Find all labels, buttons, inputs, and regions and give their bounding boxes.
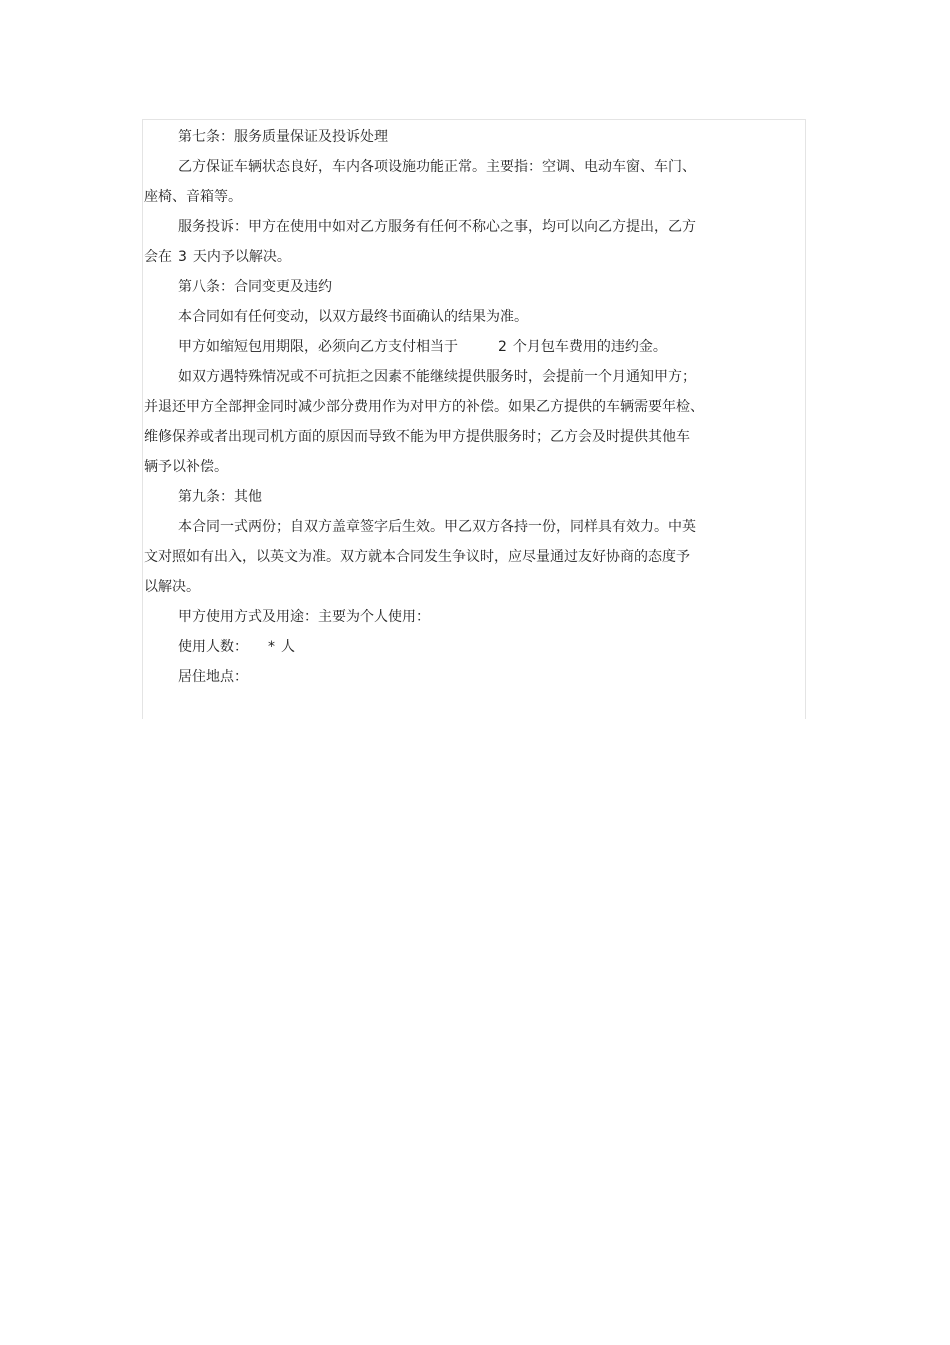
article-7-title: 第七条：服务质量保证及投诉处理 xyxy=(178,129,388,145)
article-8-paragraph-3-line-3: 维修保养或者出现司机方面的原因而导致不能为甲方提供服务时；乙方会及时提供其他车 xyxy=(144,429,690,445)
complaint-prefix: 会在 xyxy=(144,249,172,265)
article-7-paragraph-2-line-2 xyxy=(144,242,744,272)
penalty-months-value: 2 xyxy=(498,339,507,355)
user-count-label: 使用人数： xyxy=(178,639,248,655)
article-8-paragraph-1: 本合同如有任何变动，以双方最终书面确认的结果为准。 xyxy=(178,309,528,325)
user-count-value: * xyxy=(268,639,275,655)
residence-label: 居住地点： xyxy=(178,669,248,685)
user-count-unit: 人 xyxy=(281,639,295,655)
article-9-title: 第九条：其他 xyxy=(178,489,262,505)
contract-body xyxy=(144,122,744,692)
complaint-days-value: 3 xyxy=(178,249,187,265)
usage-purpose: 甲方使用方式及用途：主要为个人使用： xyxy=(178,609,430,625)
article-8-title: 第八条：合同变更及违约 xyxy=(178,279,332,295)
penalty-prefix: 甲方如缩短包用期限，必须向乙方支付相当于 xyxy=(178,339,458,355)
article-8-paragraph-3-line-1: 如双方遇特殊情况或不可抗拒之因素不能继续提供服务时，会提前一个月通知甲方； xyxy=(178,369,696,385)
article-8-paragraph-2 xyxy=(144,332,744,362)
article-8-paragraph-3-line-2: 并退还甲方全部押金同时减少部分费用作为对甲方的补偿。如果乙方提供的车辆需要年检、 xyxy=(144,399,704,415)
user-count xyxy=(144,632,744,662)
article-7-paragraph-1-line-1: 乙方保证车辆状态良好，车内各项设施功能正常。主要指：空调、电动车窗、车门、 xyxy=(178,159,696,175)
article-9-paragraph-1-line-1: 本合同一式两份；自双方盖章签字后生效。甲乙双方各持一份，同样具有效力。中英 xyxy=(178,519,696,535)
article-7-paragraph-2-line-1: 服务投诉：甲方在使用中如对乙方服务有任何不称心之事，均可以向乙方提出，乙方 xyxy=(178,219,696,235)
complaint-suffix: 天内予以解决。 xyxy=(192,249,291,265)
article-9-paragraph-1-line-2: 文对照如有出入，以英文为准。双方就本合同发生争议时，应尽量通过友好协商的态度予 xyxy=(144,549,690,565)
article-9-paragraph-1-line-3: 以解决。 xyxy=(144,579,200,595)
penalty-suffix: 个月包车费用的违约金。 xyxy=(512,339,667,355)
article-8-paragraph-3-line-4: 辆予以补偿。 xyxy=(144,459,228,475)
article-7-paragraph-1-line-2: 座椅、音箱等。 xyxy=(144,189,242,205)
